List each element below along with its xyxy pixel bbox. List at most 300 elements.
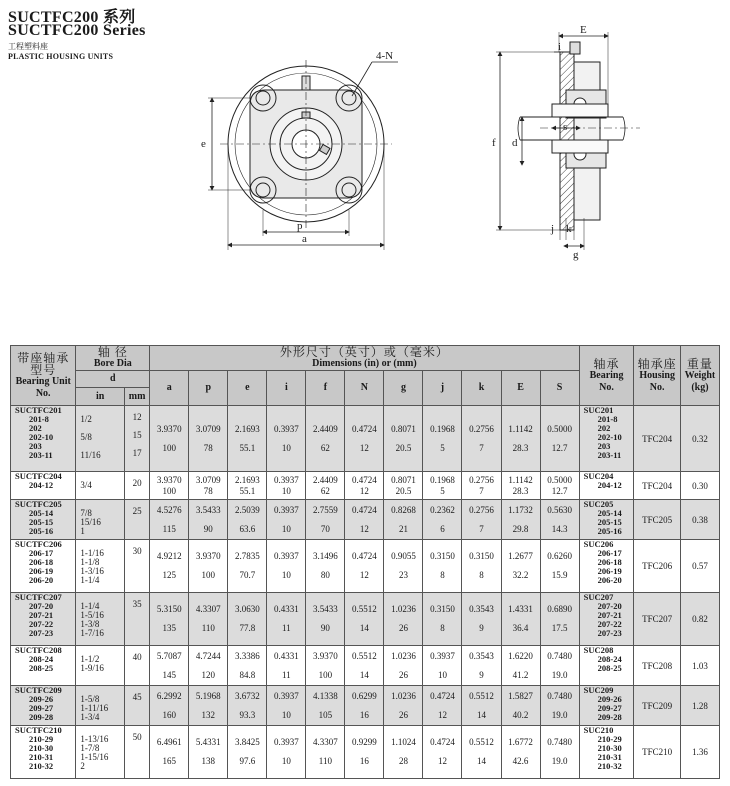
- dim-mm-value: 12: [359, 570, 369, 580]
- dim-S-cell: [540, 500, 579, 540]
- dim-inch-value: 5.1968: [195, 690, 221, 701]
- dim-inch-value: 3.9370: [156, 423, 182, 434]
- bore-mm-cell: [124, 726, 149, 779]
- dim-mm-value: 10: [281, 709, 291, 720]
- bore-mm: 30: [132, 546, 142, 556]
- dim-S-cell: [540, 472, 579, 500]
- dim-mm-value: 80: [320, 570, 330, 580]
- bore-inch: 1-3/8: [80, 619, 100, 629]
- bore-inch: 1-1/4: [80, 601, 100, 611]
- dim-mm-value: 90: [320, 623, 330, 633]
- dim-E-cell: [501, 686, 540, 726]
- bearing-no-cell: [579, 472, 634, 500]
- i-label: i: [558, 41, 562, 53]
- dim-mm-value: 8: [440, 570, 445, 580]
- dim-mm-value: 105: [318, 709, 333, 720]
- bore-inch: 1-7/8: [80, 743, 100, 753]
- bearing-no: 209-26: [597, 694, 622, 704]
- dim-inch-value: 5.3150: [156, 604, 182, 614]
- dim-inch-value: 0.3150: [430, 551, 455, 561]
- dim-inch-value: 3.5433: [313, 604, 338, 614]
- dim-n-cell: [345, 686, 384, 726]
- dim-mm-value: 10: [281, 442, 291, 453]
- weight-value: 1.36: [680, 726, 719, 779]
- dim-inch-value: 1.1024: [391, 737, 416, 747]
- bearing-unit-no: 203-11: [29, 450, 53, 460]
- weight-value: 0.30: [680, 472, 719, 500]
- dim-mm-value: 165: [162, 756, 176, 766]
- bearing-no: 210-32: [597, 761, 622, 771]
- n-label: 4-N: [376, 50, 394, 62]
- dim-inch-value: 4.7244: [195, 650, 221, 661]
- dim-inch-value: 0.6890: [547, 604, 572, 614]
- spec-table: [10, 345, 720, 779]
- dim-mm-value: 26: [398, 709, 408, 720]
- dim-inch-value: 0.3543: [469, 604, 494, 614]
- dim-mm-value: 41.2: [512, 669, 529, 680]
- housing-no: TFC206: [634, 540, 680, 593]
- dim-inch-value: 0.5630: [547, 504, 572, 515]
- dim-inch-value: 0.8071: [391, 423, 416, 434]
- dim-mm-value: 40.2: [512, 709, 529, 720]
- dim-j-cell: [423, 686, 462, 726]
- bearing-unit-no: 207-22: [29, 619, 54, 629]
- bearing-no: 207-23: [597, 628, 622, 638]
- dim-inch-value: 2.7559: [313, 504, 338, 515]
- bore-inch-cell: [76, 686, 125, 726]
- dim-inch-value: 0.5000: [547, 423, 572, 434]
- dim-g-cell: [384, 646, 423, 686]
- bearing-unit-no: 210-31: [29, 752, 54, 762]
- dim-mm-value: 55.1: [239, 442, 256, 453]
- dim-inch-value: 2.4409: [313, 423, 338, 434]
- dim-mm-value: 26: [398, 669, 408, 680]
- dim-inch-value: 6.4961: [156, 737, 182, 747]
- dim-mm-value: 110: [201, 623, 215, 633]
- col-in: in: [76, 388, 125, 406]
- col-e: e: [228, 371, 267, 406]
- dim-p-cell: [189, 646, 228, 686]
- dim-i-cell: [267, 686, 306, 726]
- dim-inch-value: 0.4724: [352, 423, 377, 434]
- col-mm: mm: [124, 388, 149, 406]
- dim-E-cell: [501, 406, 540, 472]
- bore-inch-cell: [76, 593, 125, 646]
- dim-inch-value: 0.4724: [352, 504, 377, 515]
- table-row: [11, 500, 720, 540]
- dim-S-cell: [540, 726, 579, 779]
- s-label: s: [563, 121, 568, 133]
- col-f: f: [306, 371, 345, 406]
- bearing-no-cell: [579, 500, 634, 540]
- bore-inch-cell: [76, 500, 125, 540]
- bearing-unit-no: 206-19: [29, 566, 54, 576]
- bearing-no: 208-25: [597, 663, 622, 673]
- dim-mm-value: 9: [479, 623, 484, 633]
- dim-e-cell: [228, 472, 267, 500]
- dim-n-cell: [345, 540, 384, 593]
- dim-mm-value: 62: [320, 485, 330, 496]
- dim-n-cell: [345, 406, 384, 472]
- dim-inch-value: 4.1338: [313, 690, 338, 701]
- dim-mm-value: 100: [318, 669, 333, 680]
- dim-a-cell: [150, 646, 189, 686]
- dim-mm-value: 100: [201, 570, 216, 580]
- dim-g-cell: [384, 472, 423, 500]
- housing-no: TFC210: [634, 726, 680, 779]
- dim-mm-value: 10: [437, 669, 447, 680]
- dim-f-cell: [306, 646, 345, 686]
- dim-mm-value: 110: [318, 756, 332, 766]
- dim-mm-value: 12: [359, 442, 369, 453]
- col-housing: 轴承座 Housing No.: [634, 346, 680, 406]
- dim-e-cell: [228, 726, 267, 779]
- dim-mm-value: 97.6: [239, 756, 256, 766]
- col-d: d: [76, 371, 150, 388]
- dim-n-cell: [345, 500, 384, 540]
- dim-p-cell: [189, 726, 228, 779]
- weight-value: 1.03: [680, 646, 719, 686]
- dim-inch-value: 0.4724: [352, 474, 377, 485]
- bearing-unit-no: 203: [29, 441, 42, 451]
- dim-e-cell: [228, 500, 267, 540]
- dim-inch-value: 0.6299: [352, 690, 377, 701]
- dim-inch-value: 0.3937: [273, 474, 299, 485]
- dim-inch-value: 0.3937: [430, 650, 455, 661]
- col-a: a: [150, 371, 189, 406]
- col-i: i: [267, 371, 306, 406]
- dim-mm-value: 10: [281, 485, 291, 496]
- dim-k-cell: [462, 593, 501, 646]
- bearing-unit-no: SUCTFC206: [15, 539, 62, 549]
- bore-mm: 45: [132, 692, 142, 702]
- col-g: g: [384, 371, 423, 406]
- dim-mm-value: 12.7: [551, 442, 568, 453]
- dim-inch-value: 0.6260: [547, 551, 572, 561]
- bearing-unit-no: 207-23: [29, 628, 54, 638]
- bearing-no: 207-20: [597, 601, 622, 611]
- col-weight: 重量 Weight (kg): [680, 346, 719, 406]
- d-label: d: [512, 137, 518, 149]
- bore-inch: 1: [80, 526, 85, 536]
- E-label: E: [580, 24, 587, 36]
- dim-inch-value: 1.1142: [508, 474, 533, 485]
- bearing-no-cell: [579, 593, 634, 646]
- dim-inch-value: 0.5512: [352, 650, 377, 661]
- bore-inch: 1-7/16: [80, 628, 104, 638]
- bore-inch: 1-15/16: [80, 752, 109, 762]
- bearing-no: 207-22: [597, 619, 622, 629]
- dim-p-cell: [189, 472, 228, 500]
- dim-inch-value: 1.6772: [508, 737, 533, 747]
- dim-mm-value: 12: [359, 485, 369, 496]
- dim-i-cell: [267, 500, 306, 540]
- dim-k-cell: [462, 500, 501, 540]
- dim-mm-value: 84.8: [239, 669, 256, 680]
- dim-mm-value: 11: [282, 669, 291, 680]
- col-dimensions: 外形尺寸（英寸）或（毫米） Dimensions (in) or (mm): [150, 346, 579, 371]
- dim-a-cell: [150, 500, 189, 540]
- dim-inch-value: 0.8268: [391, 504, 416, 515]
- bearing-unit-no: 205-15: [29, 517, 54, 527]
- dim-inch-value: 2.1693: [234, 423, 260, 434]
- weight-value: 0.57: [680, 540, 719, 593]
- bearing-unit-cell: [11, 540, 76, 593]
- dim-mm-value: 42.6: [512, 756, 529, 766]
- bore-mm-cell: [124, 500, 149, 540]
- bore-inch: 1-5/16: [80, 610, 104, 620]
- dim-j-cell: [423, 500, 462, 540]
- dim-mm-value: 10: [281, 523, 291, 534]
- bearing-unit-no: 210-32: [29, 761, 54, 771]
- bearing-unit-no: 206-20: [29, 575, 54, 585]
- housing-no: TFC209: [634, 686, 680, 726]
- bore-inch-cell: [76, 406, 125, 472]
- dim-mm-value: 14: [477, 756, 486, 766]
- bore-mm-cell: [124, 646, 149, 686]
- bearing-no: 202: [597, 423, 611, 433]
- bearing-unit-no: 204-12: [29, 480, 54, 490]
- dim-n-cell: [345, 472, 384, 500]
- dim-i-cell: [267, 726, 306, 779]
- dim-i-cell: [267, 646, 306, 686]
- dim-p-cell: [189, 540, 228, 593]
- bore-inch: 5/8: [80, 432, 92, 442]
- side-view: [496, 32, 640, 250]
- dim-inch-value: 0.7480: [547, 690, 572, 701]
- bearing-unit-no: 208-25: [29, 663, 54, 673]
- dim-inch-value: 0.2362: [430, 504, 455, 515]
- bore-mm-cell: [124, 472, 149, 500]
- dim-j-cell: [423, 726, 462, 779]
- dim-p-cell: [189, 406, 228, 472]
- bore-inch: 1/2: [80, 414, 92, 424]
- dim-i-cell: [267, 593, 306, 646]
- bearing-no: 206-17: [597, 548, 622, 558]
- g-label: g: [573, 249, 579, 261]
- dim-e-cell: [228, 406, 267, 472]
- bore-inch: 1-3/16: [80, 566, 104, 576]
- bearing-unit-no: 210-29: [29, 734, 54, 744]
- dim-a-cell: [150, 540, 189, 593]
- bore-inch: 7/8: [80, 508, 92, 518]
- dim-a-cell: [150, 406, 189, 472]
- dim-mm-value: 19.0: [551, 669, 568, 680]
- dim-inch-value: 0.3937: [273, 423, 299, 434]
- dim-inch-value: 4.3307: [195, 604, 221, 614]
- bore-inch-cell: [76, 726, 125, 779]
- dim-f-cell: [306, 593, 345, 646]
- housing-no: TFC204: [634, 472, 680, 500]
- dim-g-cell: [384, 540, 423, 593]
- series-title-en: SUCTFC200 Series: [8, 22, 146, 39]
- bore-inch: 1-9/16: [80, 663, 104, 673]
- bearing-no-cell: [579, 686, 634, 726]
- bore-mm: 15: [132, 430, 142, 440]
- dim-S-cell: [540, 540, 579, 593]
- bearing-unit-no: 202-10: [29, 432, 54, 442]
- dim-k-cell: [462, 472, 501, 500]
- dim-inch-value: 3.0709: [195, 474, 221, 485]
- dim-inch-value: 0.3937: [273, 690, 299, 701]
- dim-inch-value: 3.8425: [234, 737, 260, 747]
- dim-inch-value: 3.6732: [234, 690, 260, 701]
- dim-a-cell: [150, 593, 189, 646]
- dim-mm-value: 70: [320, 523, 330, 534]
- housing-no: TFC208: [634, 646, 680, 686]
- dim-inch-value: 0.3150: [430, 604, 455, 614]
- dim-mm-value: 19.0: [551, 709, 568, 720]
- dim-S-cell: [540, 686, 579, 726]
- dim-inch-value: 3.9370: [195, 551, 221, 561]
- dim-mm-value: 78: [203, 442, 213, 453]
- dim-mm-value: 6: [440, 523, 445, 534]
- dim-i-cell: [267, 472, 306, 500]
- bore-mm: 25: [132, 506, 142, 516]
- dim-a-cell: [150, 686, 189, 726]
- bearing-unit-no: 209-27: [29, 703, 54, 713]
- dim-g-cell: [384, 726, 423, 779]
- bearing-no: SUC206: [583, 539, 614, 549]
- dim-n-cell: [345, 593, 384, 646]
- dim-inch-value: 4.5276: [156, 504, 182, 515]
- dim-mm-value: 5: [440, 485, 445, 496]
- dim-inch-value: 0.5512: [352, 604, 377, 614]
- dim-mm-value: 9: [479, 669, 484, 680]
- bearing-unit-no: 209-26: [29, 694, 54, 704]
- e-label: e: [201, 138, 206, 150]
- dim-inch-value: 0.2756: [469, 474, 494, 485]
- dim-mm-value: 23: [398, 570, 408, 580]
- dim-mm-value: 19.0: [551, 756, 568, 766]
- dim-inch-value: 1.2677: [508, 551, 533, 561]
- bore-inch: 1-1/16: [80, 548, 104, 558]
- front-view: [208, 60, 398, 250]
- housing-no: TFC204: [634, 406, 680, 472]
- bearing-no-cell: [579, 406, 634, 472]
- bearing-no: 210-30: [597, 743, 622, 753]
- dim-inch-value: 0.3543: [469, 650, 494, 661]
- dim-inch-value: 1.0236: [391, 650, 416, 661]
- k-label: k: [566, 223, 572, 235]
- dim-S-cell: [540, 406, 579, 472]
- dim-S-cell: [540, 593, 579, 646]
- bearing-unit-no: 209-28: [29, 712, 54, 722]
- dim-inch-value: 0.3937: [273, 737, 299, 747]
- bearing-no: 206-19: [597, 566, 622, 576]
- dim-g-cell: [384, 686, 423, 726]
- bearing-unit-no: 207-20: [29, 601, 54, 611]
- dim-mm-value: 14: [359, 623, 369, 633]
- dim-mm-value: 8: [479, 570, 484, 580]
- dim-mm-value: 12: [437, 756, 447, 766]
- dim-mm-value: 70.7: [239, 570, 256, 580]
- bearing-unit-no: 201-8: [29, 414, 49, 424]
- dim-mm-value: 90: [203, 523, 213, 534]
- bore-inch: 1-1/2: [80, 654, 100, 664]
- dim-k-cell: [462, 686, 501, 726]
- dim-inch-value: 6.2992: [156, 690, 182, 701]
- table-row: [11, 686, 720, 726]
- dim-mm-value: 78: [203, 485, 213, 496]
- bearing-no: 205-15: [597, 517, 622, 527]
- bore-inch: 1-13/16: [80, 734, 109, 744]
- j-label: j: [551, 223, 555, 235]
- dim-mm-value: 135: [162, 623, 176, 633]
- bearing-no: SUC208: [583, 645, 614, 655]
- dim-inch-value: 0.7480: [547, 650, 572, 661]
- dim-inch-value: 0.2756: [469, 504, 494, 515]
- dim-inch-value: 1.4331: [508, 604, 533, 614]
- dim-j-cell: [423, 540, 462, 593]
- bearing-no: 206-18: [597, 557, 622, 567]
- bearing-no: 206-20: [597, 575, 622, 585]
- table-body: [11, 406, 720, 779]
- dim-mm-value: 21: [398, 523, 408, 534]
- dim-inch-value: 4.9212: [156, 551, 182, 561]
- bearing-unit-no: 210-30: [29, 743, 54, 753]
- bearing-no: 205-16: [597, 526, 622, 536]
- dim-inch-value: 3.3386: [234, 650, 260, 661]
- dim-inch-value: 1.1142: [508, 423, 533, 434]
- table-header: [11, 346, 720, 406]
- dim-j-cell: [423, 472, 462, 500]
- dim-mm-value: 28.3: [512, 485, 529, 496]
- dim-mm-value: 20.5: [395, 485, 412, 496]
- dim-mm-value: 16: [359, 709, 369, 720]
- table-row: [11, 406, 720, 472]
- bearing-unit-cell: [11, 646, 76, 686]
- table-row: [11, 726, 720, 779]
- bore-inch: 1-3/4: [80, 712, 100, 722]
- dim-f-cell: [306, 406, 345, 472]
- dim-S-cell: [540, 646, 579, 686]
- bore-mm-cell: [124, 686, 149, 726]
- bearing-unit-no: SUCTFC205: [15, 499, 62, 509]
- bearing-no: 207-21: [597, 610, 622, 620]
- dim-mm-value: 36.4: [512, 623, 529, 633]
- dim-f-cell: [306, 500, 345, 540]
- dim-g-cell: [384, 500, 423, 540]
- col-j: j: [423, 371, 462, 406]
- dim-e-cell: [228, 540, 267, 593]
- dim-inch-value: 2.5039: [234, 504, 260, 515]
- dim-inch-value: 0.4724: [430, 690, 455, 701]
- dim-inch-value: 0.4331: [273, 650, 299, 661]
- bore-inch-cell: [76, 472, 125, 500]
- bearing-unit-cell: [11, 406, 76, 472]
- bore-mm-cell: [124, 406, 149, 472]
- dim-inch-value: 5.4331: [195, 737, 221, 747]
- dim-mm-value: 11: [282, 623, 291, 633]
- dim-inch-value: 1.0236: [391, 604, 416, 614]
- bearing-unit-no: SUCTFC208: [15, 645, 62, 655]
- bore-mm: 20: [132, 478, 142, 488]
- bore-mm: 35: [132, 599, 142, 609]
- bore-mm-cell: [124, 593, 149, 646]
- dim-mm-value: 5: [440, 442, 445, 453]
- dim-p-cell: [189, 593, 228, 646]
- table-row: [11, 593, 720, 646]
- bearing-no-cell: [579, 646, 634, 686]
- dim-f-cell: [306, 472, 345, 500]
- dim-mm-value: 15.9: [551, 570, 568, 580]
- dim-inch-value: 0.9055: [391, 551, 416, 561]
- dim-mm-value: 12: [437, 709, 447, 720]
- bore-mm: 50: [132, 732, 142, 742]
- dim-inch-value: 0.8071: [391, 474, 416, 485]
- dim-E-cell: [501, 472, 540, 500]
